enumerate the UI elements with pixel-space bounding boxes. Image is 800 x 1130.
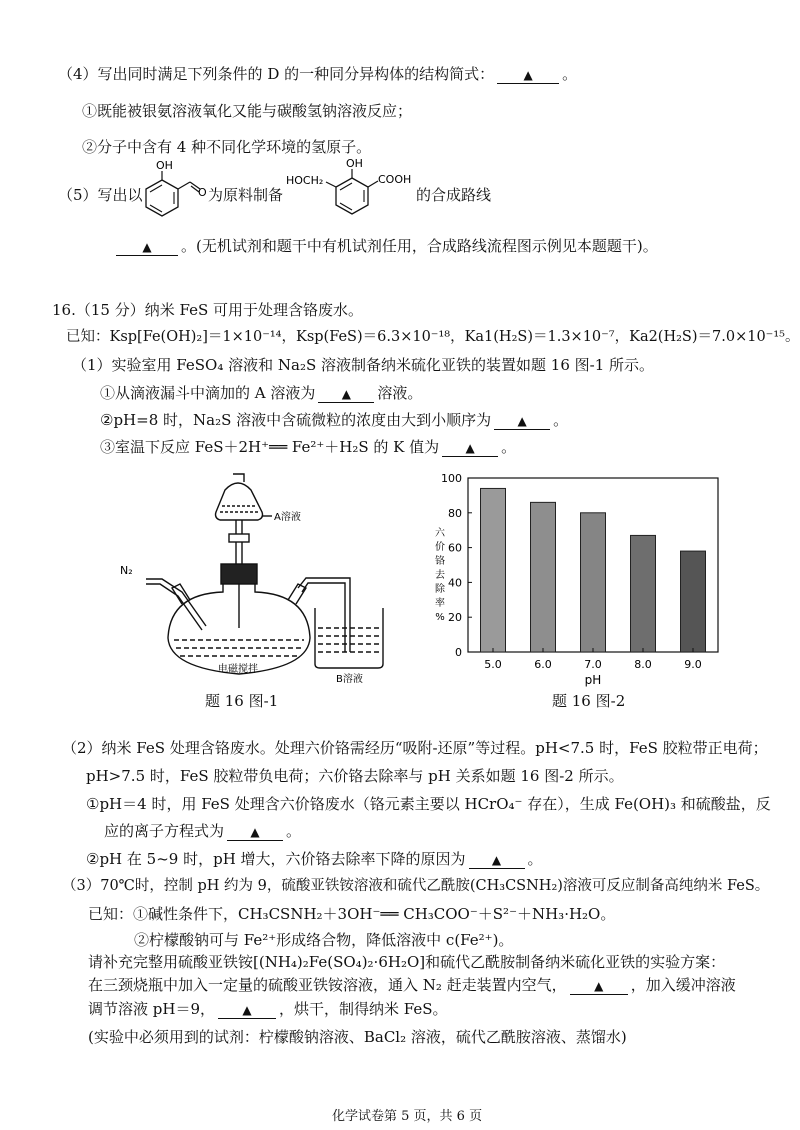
q16-1-3-blank[interactable]: ▲ (442, 440, 498, 457)
q16-2-2-blank[interactable]: ▲ (469, 852, 525, 869)
stirrer-label: 电磁搅拌 (218, 664, 258, 675)
q16-3-blank-2[interactable]: ▲ (218, 1002, 276, 1019)
cooh-label: COOH (378, 173, 412, 186)
bar (631, 535, 656, 652)
q5-note: 。(无机试剂和题干中有机试剂任用，合成路线流程图示例见本题题干)。 (181, 237, 658, 255)
q16-part3-known2: ②柠檬酸钠可与 Fe²⁺形成络合物，降低溶液中 c(Fe²⁺)。 (134, 931, 514, 949)
bar (481, 488, 506, 652)
q5-tail: 的合成路线 (416, 186, 492, 204)
x-tick-label: 6.0 (534, 658, 552, 671)
fig2-caption: 题 16 图-2 (552, 692, 626, 710)
apparatus-figure (110, 468, 400, 686)
q16-part2-2: ②pH 在 5~9 时，pH 增大，六价铬去除率下降的原因为 ▲ 。 (86, 850, 543, 868)
svg-text:O: O (198, 186, 207, 199)
y-tick-label: 20 (448, 611, 462, 625)
q4-stem: （4）写出同时满足下列条件的 D 的一种同分异构体的结构简式： (58, 65, 495, 83)
q16-part1-3: ③室温下反应 FeS＋2H⁺══ Fe²⁺＋H₂S 的 K 值为 ▲ 。 (100, 438, 517, 456)
y-tick-label: 80 (448, 506, 462, 520)
q5-line-2 (113, 236, 658, 256)
x-tick-label: 7.0 (584, 658, 602, 671)
removal-rate-chart (428, 462, 733, 694)
ch2oh-label: HOCH₂ (286, 174, 324, 187)
q16-known: 已知：Ksp[Fe(OH)₂]＝1×10⁻¹⁴，Ksp(FeS)＝6.3×10⁻¹⁸，Ka1(H₂S)＝1.3×10⁻⁷，Ka2(H₂S)＝7.0×10⁻¹⁵。 (66, 329, 800, 345)
q16-title: 16.（15 分）纳米 FeS 可用于处理含铬废水。 (52, 301, 363, 319)
q16-part2-l1: （2）纳米 FeS 处理含铬废水。处理六价铬需经历“吸附-还原”等过程。pH<7.5 时，FeS 胶粒带正电荷； (62, 739, 768, 757)
y-tick-label: 0 (455, 646, 462, 659)
salicylaldehyde-structure (138, 158, 208, 220)
q4-condition-2: ②分子中含有 4 种不同化学环境的氢原子。 (82, 138, 372, 156)
oh-label-2: OH (346, 157, 363, 170)
q16-part3-step1: 在三颈烧瓶中加入一定量的硫酸亚铁铵溶液，通入 N₂ 赶走装置内空气， ▲ ，加入缓冲溶液 (88, 976, 736, 994)
q16-part2-1b: 应的离子方程式为 ▲ 。 (104, 822, 302, 840)
q16-part3-step2: 调节溶液 pH＝9， ▲ ，烘干，制得纳米 FeS。 (88, 1000, 448, 1018)
fig1-caption: 题 16 图-1 (205, 692, 279, 710)
bar (581, 513, 606, 652)
q16-3-blank-1[interactable]: ▲ (570, 978, 628, 995)
a-solution-label: A溶液 (274, 512, 301, 523)
bar (681, 551, 706, 652)
q4-condition-1: ①既能被银氨溶液氧化又能与碳酸氢钠溶液反应； (82, 102, 413, 120)
q16-part2-1a: ①pH＝4 时，用 FeS 处理含六价铬废水（铬元素主要以 HCrO₄⁻ 存在），生成 Fe(OH)₃ 和硫酸盐，反 (86, 795, 771, 813)
q16-part3-l1: （3）70℃时，控制 pH 约为 9，硫酸亚铁铵溶液和硫代乙酰胺(CH₃CSNH₂)溶液可反应制备高纯纳米 FeS。 (62, 878, 770, 894)
x-tick-label: 5.0 (484, 658, 502, 671)
y-tick-label: 60 (448, 541, 462, 555)
q16-part3-reagents: (实验中必须用到的试剂：柠檬酸钠溶液、BaCl₂ 溶液，硫代乙酰胺溶液、蒸馏水) (88, 1028, 627, 1046)
target-molecule-structure (286, 156, 416, 220)
x-tick-label: 8.0 (634, 658, 652, 671)
q16-part3-known1: 已知：①碱性条件下，CH₃CSNH₂＋3OH⁻══ CH₃COO⁻＋S²⁻＋NH₃·H₂O。 (88, 905, 616, 923)
b-solution-label: B溶液 (336, 674, 363, 685)
q4-answer-blank[interactable]: ▲ (497, 67, 559, 84)
q16-part1-2: ②pH=8 时，Na₂S 溶液中含硫微粒的浓度由大到小顺序为 ▲ 。 (100, 411, 569, 429)
y-axis-label: 六价铬去除率% (435, 528, 445, 623)
q16-2-1-blank[interactable]: ▲ (227, 824, 283, 841)
q16-part1-1: ①从滴液漏斗中滴加的 A 溶液为 ▲ 溶液。 (100, 384, 423, 402)
q5-answer-blank[interactable]: ▲ (116, 239, 178, 256)
x-axis-label: pH (584, 673, 602, 687)
q16-part3-question: 请补充完整用硫酸亚铁铵[(NH₄)₂Fe(SO₄)₂·6H₂O]和硫代乙酰胺制备纳米硫化亚铁的实验方案： (88, 953, 726, 971)
q16-part2-l2: pH>7.5 时，FeS 胶粒带负电荷；六价铬去除率与 pH 关系如题 16 图-2 所示。 (86, 767, 624, 785)
n2-label: N₂ (120, 564, 133, 577)
page-footer: 化学试卷第 5 页，共 6 页 (332, 1109, 483, 1124)
q16-1-2-blank[interactable]: ▲ (494, 413, 550, 430)
oh-label: OH (156, 159, 173, 172)
q16-part1: （1）实验室用 FeSO₄ 溶液和 Na₂S 溶液制备纳米硫化亚铁的装置如题 16 图-1 所示。 (72, 356, 655, 374)
q4-line: （4）写出同时满足下列条件的 D 的一种同分异构体的结构简式： ▲ 。 (58, 65, 578, 83)
bar (531, 502, 556, 652)
y-tick-label: 40 (448, 576, 462, 590)
q5-lead: （5）写出以 (58, 186, 143, 204)
x-tick-label: 9.0 (684, 658, 702, 671)
q5-mid: 为原料制备 (208, 186, 284, 204)
q16-1-1-blank[interactable]: ▲ (318, 386, 374, 403)
y-tick-label: 100 (441, 472, 462, 485)
